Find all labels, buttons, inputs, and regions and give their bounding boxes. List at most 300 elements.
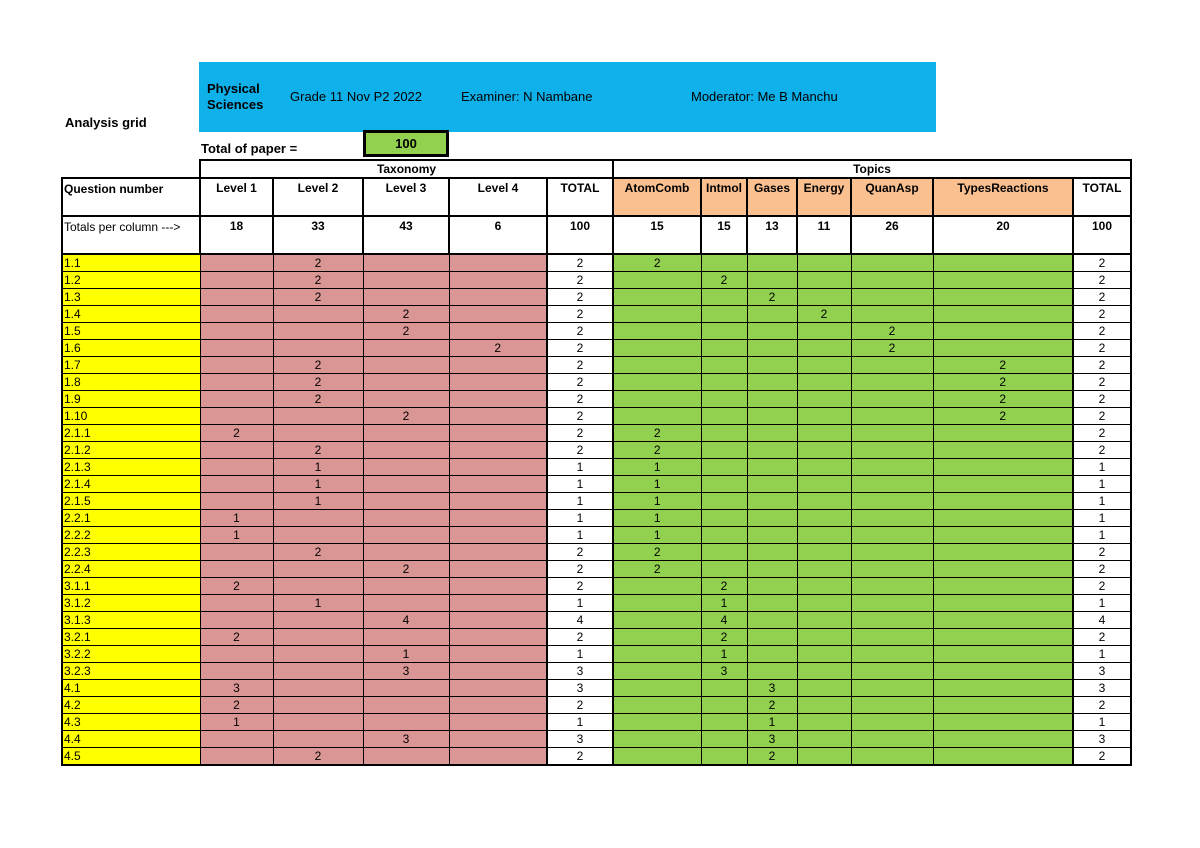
topic-cell xyxy=(851,272,933,289)
topic-cell xyxy=(851,408,933,425)
taxonomy-level-cell: 2 xyxy=(273,442,363,459)
topic-cell: 3 xyxy=(747,731,797,748)
topic-total-cell: 1 xyxy=(1073,459,1131,476)
taxonomy-level-cell: 2 xyxy=(449,340,547,357)
taxonomy-level-cell: 2 xyxy=(273,254,363,272)
taxonomy-level-cell xyxy=(200,408,273,425)
taxonomy-level-cell xyxy=(363,510,449,527)
topic-total-6: 100 xyxy=(1073,216,1131,254)
topic-cell xyxy=(797,323,851,340)
taxonomy-level-cell xyxy=(273,510,363,527)
table-row xyxy=(62,748,1131,766)
taxonomy-level-cell xyxy=(200,561,273,578)
taxonomy-level-cell xyxy=(449,561,547,578)
taxonomy-level-cell xyxy=(200,612,273,629)
topic-cell xyxy=(613,595,701,612)
topic-cell xyxy=(851,612,933,629)
taxonomy-level-cell: 2 xyxy=(273,544,363,561)
table-row xyxy=(62,459,1131,476)
topic-cell xyxy=(747,544,797,561)
topic-cell xyxy=(933,663,1073,680)
topic-cell xyxy=(613,578,701,595)
topic-cell xyxy=(797,493,851,510)
taxonomy-level-cell: 2 xyxy=(273,289,363,306)
taxonomy-level-cell: 2 xyxy=(273,391,363,408)
taxonomy-level-cell xyxy=(449,510,547,527)
question-number-cell: 3.2.1 xyxy=(62,629,200,646)
taxonomy-level-cell xyxy=(363,748,449,766)
question-number-cell: 1.2 xyxy=(62,272,200,289)
taxonomy-level-cell: 1 xyxy=(273,493,363,510)
topic-cell xyxy=(701,731,747,748)
topic-cell xyxy=(797,629,851,646)
taxonomy-total-1: 33 xyxy=(273,216,363,254)
topic-cell xyxy=(613,663,701,680)
taxonomy-total-cell: 2 xyxy=(547,357,613,374)
topics-group-header: Topics xyxy=(613,160,1131,178)
taxonomy-total-cell: 2 xyxy=(547,697,613,714)
topic-cell xyxy=(851,629,933,646)
table-row xyxy=(62,408,1131,425)
topic-cell xyxy=(851,680,933,697)
topic-cell: 2 xyxy=(613,425,701,442)
topic-cell xyxy=(747,527,797,544)
question-number-cell: 3.1.2 xyxy=(62,595,200,612)
topic-cell: 2 xyxy=(851,340,933,357)
taxonomy-level-cell: 1 xyxy=(200,510,273,527)
topic-total-cell: 4 xyxy=(1073,612,1131,629)
question-number-cell: 1.7 xyxy=(62,357,200,374)
taxonomy-level-cell xyxy=(449,493,547,510)
topic-cell xyxy=(851,306,933,323)
topic-cell xyxy=(613,306,701,323)
taxonomy-total-cell: 2 xyxy=(547,578,613,595)
topic-cell xyxy=(851,731,933,748)
topic-total-cell: 2 xyxy=(1073,254,1131,272)
topic-cell xyxy=(613,374,701,391)
taxonomy-level-cell xyxy=(200,493,273,510)
taxonomy-level-cell: 2 xyxy=(273,748,363,766)
topic-cell xyxy=(701,561,747,578)
taxonomy-total-cell: 2 xyxy=(547,254,613,272)
taxonomy-level-cell: 2 xyxy=(363,561,449,578)
topic-cell xyxy=(613,323,701,340)
topic-cell xyxy=(797,254,851,272)
topic-cell xyxy=(747,646,797,663)
topic-cell xyxy=(851,425,933,442)
topic-cell xyxy=(701,544,747,561)
taxonomy-group-header: Taxonomy xyxy=(200,160,613,178)
topic-header-0: AtomComb xyxy=(613,178,701,216)
topic-cell xyxy=(851,646,933,663)
taxonomy-total-cell: 2 xyxy=(547,306,613,323)
taxonomy-level-cell xyxy=(363,544,449,561)
question-number-cell: 2.2.4 xyxy=(62,561,200,578)
question-number-cell: 4.2 xyxy=(62,697,200,714)
taxonomy-level-cell xyxy=(449,272,547,289)
topic-cell xyxy=(797,442,851,459)
topic-cell xyxy=(701,748,747,766)
question-number-cell: 2.1.1 xyxy=(62,425,200,442)
examiner-label: Examiner: N Nambane xyxy=(461,89,593,104)
taxonomy-level-cell xyxy=(363,578,449,595)
topic-total-cell: 2 xyxy=(1073,697,1131,714)
taxonomy-level-cell: 2 xyxy=(200,697,273,714)
taxonomy-level-cell: 3 xyxy=(363,663,449,680)
taxonomy-level-cell xyxy=(363,289,449,306)
topic-cell xyxy=(613,748,701,766)
question-number-cell: 3.1.1 xyxy=(62,578,200,595)
topic-cell xyxy=(797,459,851,476)
question-number-cell: 2.1.4 xyxy=(62,476,200,493)
taxonomy-level-cell: 1 xyxy=(273,476,363,493)
topic-cell xyxy=(933,425,1073,442)
topic-cell: 2 xyxy=(613,442,701,459)
table-row xyxy=(62,493,1131,510)
topic-cell xyxy=(747,357,797,374)
topic-total-cell: 2 xyxy=(1073,561,1131,578)
table-row xyxy=(62,323,1131,340)
taxonomy-level-cell: 2 xyxy=(273,272,363,289)
topic-cell xyxy=(851,527,933,544)
taxonomy-level-cell xyxy=(449,629,547,646)
taxonomy-level-cell: 2 xyxy=(273,357,363,374)
taxonomy-level-cell: 2 xyxy=(363,306,449,323)
topic-cell xyxy=(933,442,1073,459)
topic-header-4: QuanAsp xyxy=(851,178,933,216)
topic-cell: 2 xyxy=(701,272,747,289)
taxonomy-level-cell xyxy=(273,578,363,595)
topic-cell xyxy=(933,306,1073,323)
taxonomy-level-cell xyxy=(449,697,547,714)
topic-cell xyxy=(851,254,933,272)
topic-cell xyxy=(851,493,933,510)
taxonomy-level-cell xyxy=(200,391,273,408)
taxonomy-level-cell: 1 xyxy=(273,595,363,612)
topic-cell xyxy=(797,731,851,748)
table-row xyxy=(62,595,1131,612)
topic-total-cell: 2 xyxy=(1073,374,1131,391)
topic-cell xyxy=(797,612,851,629)
taxonomy-level-cell xyxy=(273,714,363,731)
topic-cell xyxy=(797,510,851,527)
topic-cell xyxy=(613,340,701,357)
taxonomy-total-cell: 1 xyxy=(547,527,613,544)
topic-cell xyxy=(851,595,933,612)
topic-cell xyxy=(933,697,1073,714)
table-row xyxy=(62,442,1131,459)
question-number-header: Question number xyxy=(62,178,200,216)
taxonomy-total-cell: 3 xyxy=(547,731,613,748)
taxonomy-level-cell: 1 xyxy=(200,527,273,544)
taxonomy-level-cell: 4 xyxy=(363,612,449,629)
topic-cell xyxy=(851,578,933,595)
topic-total-cell: 2 xyxy=(1073,748,1131,766)
taxonomy-total-cell: 2 xyxy=(547,544,613,561)
taxonomy-level-cell xyxy=(363,357,449,374)
topic-cell xyxy=(747,629,797,646)
taxonomy-total-cell: 3 xyxy=(547,663,613,680)
taxonomy-level-cell xyxy=(273,425,363,442)
topic-cell xyxy=(851,510,933,527)
topic-header-1: Intmol xyxy=(701,178,747,216)
topic-total-cell: 2 xyxy=(1073,425,1131,442)
topic-total-cell: 2 xyxy=(1073,391,1131,408)
taxonomy-level-cell xyxy=(200,289,273,306)
topic-cell xyxy=(933,680,1073,697)
taxonomy-header-2: Level 3 xyxy=(363,178,449,216)
taxonomy-level-cell: 2 xyxy=(200,578,273,595)
topic-cell xyxy=(701,340,747,357)
topic-cell xyxy=(933,646,1073,663)
topic-cell: 2 xyxy=(933,374,1073,391)
topic-total-cell: 3 xyxy=(1073,680,1131,697)
topic-cell: 2 xyxy=(747,748,797,766)
taxonomy-level-cell xyxy=(363,272,449,289)
taxonomy-total-cell: 1 xyxy=(547,493,613,510)
taxonomy-level-cell xyxy=(273,697,363,714)
table-row xyxy=(62,306,1131,323)
taxonomy-total-cell: 4 xyxy=(547,612,613,629)
topic-cell xyxy=(851,544,933,561)
topic-cell xyxy=(797,595,851,612)
topic-cell: 2 xyxy=(933,391,1073,408)
topic-cell xyxy=(701,357,747,374)
taxonomy-level-cell xyxy=(200,459,273,476)
topic-total-cell: 2 xyxy=(1073,544,1131,561)
topic-cell: 1 xyxy=(613,459,701,476)
topic-total-cell: 1 xyxy=(1073,646,1131,663)
taxonomy-level-cell: 2 xyxy=(200,629,273,646)
topic-cell xyxy=(701,714,747,731)
topic-cell xyxy=(851,697,933,714)
taxonomy-level-cell xyxy=(449,527,547,544)
topic-cell: 1 xyxy=(701,646,747,663)
taxonomy-level-cell: 2 xyxy=(363,408,449,425)
taxonomy-total-cell: 3 xyxy=(547,680,613,697)
topic-cell xyxy=(933,612,1073,629)
topic-cell xyxy=(797,646,851,663)
table-row xyxy=(62,391,1131,408)
taxonomy-level-cell xyxy=(273,612,363,629)
taxonomy-level-cell xyxy=(200,306,273,323)
topic-cell xyxy=(613,391,701,408)
topic-cell xyxy=(747,408,797,425)
topic-total-cell: 3 xyxy=(1073,731,1131,748)
taxonomy-level-cell xyxy=(273,629,363,646)
topic-cell xyxy=(747,612,797,629)
topic-cell xyxy=(797,714,851,731)
topic-cell xyxy=(613,646,701,663)
taxonomy-total-cell: 1 xyxy=(547,510,613,527)
taxonomy-total-cell: 2 xyxy=(547,408,613,425)
taxonomy-total-cell: 2 xyxy=(547,425,613,442)
totals-per-column-label: Totals per column ---> xyxy=(62,216,200,254)
taxonomy-header-1: Level 2 xyxy=(273,178,363,216)
taxonomy-total-cell: 2 xyxy=(547,374,613,391)
taxonomy-level-cell: 3 xyxy=(200,680,273,697)
topic-cell xyxy=(701,408,747,425)
taxonomy-level-cell xyxy=(273,646,363,663)
topic-cell xyxy=(747,561,797,578)
table-row xyxy=(62,272,1131,289)
topic-total-cell: 2 xyxy=(1073,357,1131,374)
taxonomy-level-cell xyxy=(200,323,273,340)
taxonomy-level-cell xyxy=(273,340,363,357)
topic-cell xyxy=(747,510,797,527)
topic-total-cell: 2 xyxy=(1073,340,1131,357)
taxonomy-total-2: 43 xyxy=(363,216,449,254)
topic-cell xyxy=(747,595,797,612)
topic-cell xyxy=(797,340,851,357)
taxonomy-level-cell xyxy=(449,425,547,442)
table-row xyxy=(62,663,1131,680)
question-number-cell: 2.2.3 xyxy=(62,544,200,561)
header-banner xyxy=(199,62,936,132)
topic-cell xyxy=(851,374,933,391)
topic-total-5: 20 xyxy=(933,216,1073,254)
topic-cell xyxy=(797,561,851,578)
topic-header-2: Gases xyxy=(747,178,797,216)
question-number-cell: 2.2.1 xyxy=(62,510,200,527)
taxonomy-level-cell xyxy=(449,476,547,493)
topic-cell xyxy=(933,459,1073,476)
total-paper-value: 100 xyxy=(363,130,449,157)
taxonomy-total-cell: 2 xyxy=(547,629,613,646)
topic-cell xyxy=(747,425,797,442)
table-row xyxy=(62,425,1131,442)
topic-cell xyxy=(613,629,701,646)
taxonomy-level-cell xyxy=(273,663,363,680)
taxonomy-level-cell xyxy=(363,340,449,357)
table-row xyxy=(62,289,1131,306)
analysis-grid-label: Analysis grid xyxy=(65,115,147,130)
topic-cell xyxy=(797,476,851,493)
topic-cell xyxy=(797,289,851,306)
topic-cell xyxy=(933,510,1073,527)
taxonomy-level-cell xyxy=(200,357,273,374)
taxonomy-level-cell xyxy=(200,748,273,766)
topic-cell xyxy=(933,254,1073,272)
topic-cell: 2 xyxy=(701,578,747,595)
topic-cell: 2 xyxy=(613,544,701,561)
topic-cell xyxy=(613,612,701,629)
taxonomy-total-cell: 2 xyxy=(547,748,613,766)
table-row xyxy=(62,646,1131,663)
topic-cell xyxy=(933,629,1073,646)
taxonomy-level-cell xyxy=(363,595,449,612)
table-row xyxy=(62,374,1131,391)
topic-total-cell: 2 xyxy=(1073,306,1131,323)
taxonomy-total-cell: 1 xyxy=(547,646,613,663)
topic-total-cell: 2 xyxy=(1073,629,1131,646)
topic-cell xyxy=(933,493,1073,510)
taxonomy-level-cell xyxy=(449,254,547,272)
taxonomy-level-cell xyxy=(200,340,273,357)
topic-cell xyxy=(851,442,933,459)
question-number-cell: 4.4 xyxy=(62,731,200,748)
taxonomy-total-cell: 2 xyxy=(547,289,613,306)
taxonomy-level-cell: 1 xyxy=(273,459,363,476)
topic-cell: 1 xyxy=(613,476,701,493)
taxonomy-level-cell xyxy=(363,476,449,493)
table-row xyxy=(62,561,1131,578)
topic-cell: 1 xyxy=(613,510,701,527)
taxonomy-level-cell xyxy=(449,731,547,748)
topic-cell xyxy=(701,289,747,306)
topic-cell xyxy=(851,714,933,731)
topic-cell xyxy=(851,663,933,680)
topic-cell xyxy=(851,357,933,374)
taxonomy-level-cell xyxy=(449,289,547,306)
topic-total-cell: 1 xyxy=(1073,527,1131,544)
table-row xyxy=(62,340,1131,357)
topic-total-0: 15 xyxy=(613,216,701,254)
topic-cell xyxy=(797,374,851,391)
taxonomy-level-cell xyxy=(273,527,363,544)
taxonomy-level-cell xyxy=(200,374,273,391)
taxonomy-level-cell xyxy=(200,595,273,612)
topic-cell xyxy=(797,272,851,289)
taxonomy-level-cell xyxy=(449,646,547,663)
topic-cell xyxy=(613,731,701,748)
topic-cell xyxy=(701,476,747,493)
taxonomy-header-0: Level 1 xyxy=(200,178,273,216)
table-row xyxy=(62,357,1131,374)
topic-cell: 2 xyxy=(747,289,797,306)
taxonomy-total-4: 100 xyxy=(547,216,613,254)
taxonomy-level-cell: 2 xyxy=(363,323,449,340)
taxonomy-level-cell xyxy=(200,442,273,459)
subject-label: Physical Sciences xyxy=(207,81,264,112)
taxonomy-level-cell xyxy=(449,714,547,731)
topic-cell: 2 xyxy=(933,408,1073,425)
taxonomy-level-cell xyxy=(363,254,449,272)
table-row xyxy=(62,254,1131,272)
table-row xyxy=(62,714,1131,731)
topic-cell: 3 xyxy=(747,680,797,697)
topic-cell xyxy=(613,714,701,731)
taxonomy-level-cell xyxy=(449,578,547,595)
topic-cell xyxy=(701,697,747,714)
topic-cell xyxy=(933,561,1073,578)
topic-cell: 2 xyxy=(747,697,797,714)
question-number-cell: 3.1.3 xyxy=(62,612,200,629)
question-number-cell: 4.1 xyxy=(62,680,200,697)
paper-label: Grade 11 Nov P2 2022 xyxy=(290,89,423,104)
taxonomy-total-0: 18 xyxy=(200,216,273,254)
topic-total-cell: 2 xyxy=(1073,272,1131,289)
topic-cell xyxy=(701,527,747,544)
topic-total-cell: 1 xyxy=(1073,595,1131,612)
topic-cell: 4 xyxy=(701,612,747,629)
topic-cell xyxy=(851,748,933,766)
topic-cell xyxy=(797,578,851,595)
topic-cell xyxy=(933,544,1073,561)
topic-cell xyxy=(797,663,851,680)
topic-cell xyxy=(747,323,797,340)
topic-cell: 1 xyxy=(701,595,747,612)
question-number-cell: 3.2.3 xyxy=(62,663,200,680)
topic-total-3: 11 xyxy=(797,216,851,254)
topic-cell xyxy=(797,680,851,697)
question-number-cell: 2.2.2 xyxy=(62,527,200,544)
topic-total-2: 13 xyxy=(747,216,797,254)
taxonomy-level-cell: 1 xyxy=(363,646,449,663)
question-number-cell: 4.3 xyxy=(62,714,200,731)
taxonomy-level-cell xyxy=(449,595,547,612)
topic-cell xyxy=(797,408,851,425)
